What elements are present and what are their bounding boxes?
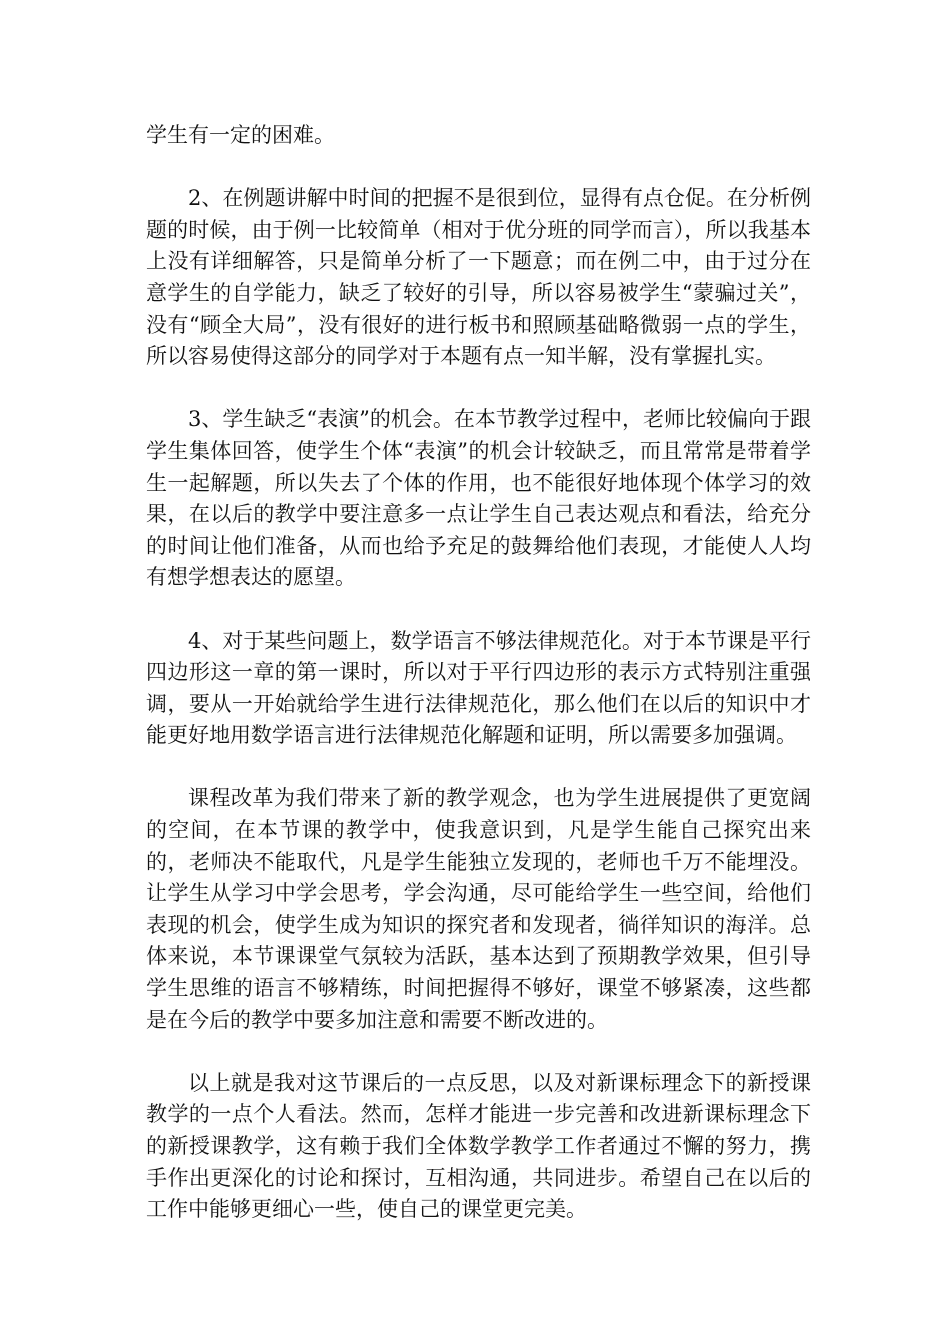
paragraph-point-3: 3、学生缺乏“表演”的机会。在本节教学过程中，老师比较偏向于跟学生集体回答，使学生个体“表演”的机会计较缺乏，而且常常是带着学生一起解题，所以失去了个体的作用，也不能很好地体现个体学习的效果，在以后的教学中要注意多一点让学生自己表达观点和看法，给充分的时间让他们准备，从而也给予充足的鼓舞给他们表现，才能使人人均有想学想表达的愿望。 <box>146 407 811 590</box>
paragraph-continuation: 学生有一定的困难。 <box>146 123 335 147</box>
document-body <box>146 120 811 1257</box>
paragraph-point-4: 4、对于某些问题上，数学语言不够法律规范化。对于本节课是平行四边形这一章的第一课时，所以对于平行四边形的表示方式特别注重强调，要从一开始就给学生进行法律规范化，那么他们在以后的知识中才能更好地用数学语言进行法律规范化解题和证明，所以需要多加强调。 <box>146 628 811 748</box>
paragraph-conclusion: 以上就是我对这节课后的一点反思，以及对新课标理念下的新授课教学的一点个人看法。然而，怎样才能进一步完善和改进新课标理念下的新授课教学，这有赖于我们全体数学教学工作者通过不懈的努力，携手作出更深化的讨论和探讨，互相沟通，共同进步。希望自己在以后的工作中能够更细心一些，使自己的课堂更完美。 <box>146 1070 811 1222</box>
paragraph-point-2: 2、在例题讲解中时间的把握不是很到位，显得有点仓促。在分析例题的时候，由于例一比较简单（相对于优分班的同学而言），所以我基本上没有详细解答，只是简单分析了一下题意；而在例二中，由于过分在意学生的自学能力，缺乏了较好的引导，所以容易被学生“蒙骗过关”，没有“顾全大局”，没有很好的进行板书和照顾基础略微弱一点的学生，所以容易使得这部分的同学对于本题有点一知半解，没有掌握扎实。 <box>146 186 811 369</box>
paragraph-reform: 课程改革为我们带来了新的教学观念，也为学生进展提供了更宽阔的空间，在本节课的教学中，使我意识到，凡是学生能自己探究出来的，老师决不能取代，凡是学生能独立发现的，老师也千万不能埋没。让学生从学习中学会思考，学会沟通，尽可能给学生一些空间，给他们表现的机会，使学生成为知识的探究者和发现者，徜徉知识的海洋。总体来说，本节课课堂气氛较为活跃，基本达到了预期教学效果，但引导学生思维的语言不够精练，时间把握得不够好，课堂不够紧凑，这些都是在今后的教学中要多加注意和需要不断改进的。 <box>146 786 811 1032</box>
